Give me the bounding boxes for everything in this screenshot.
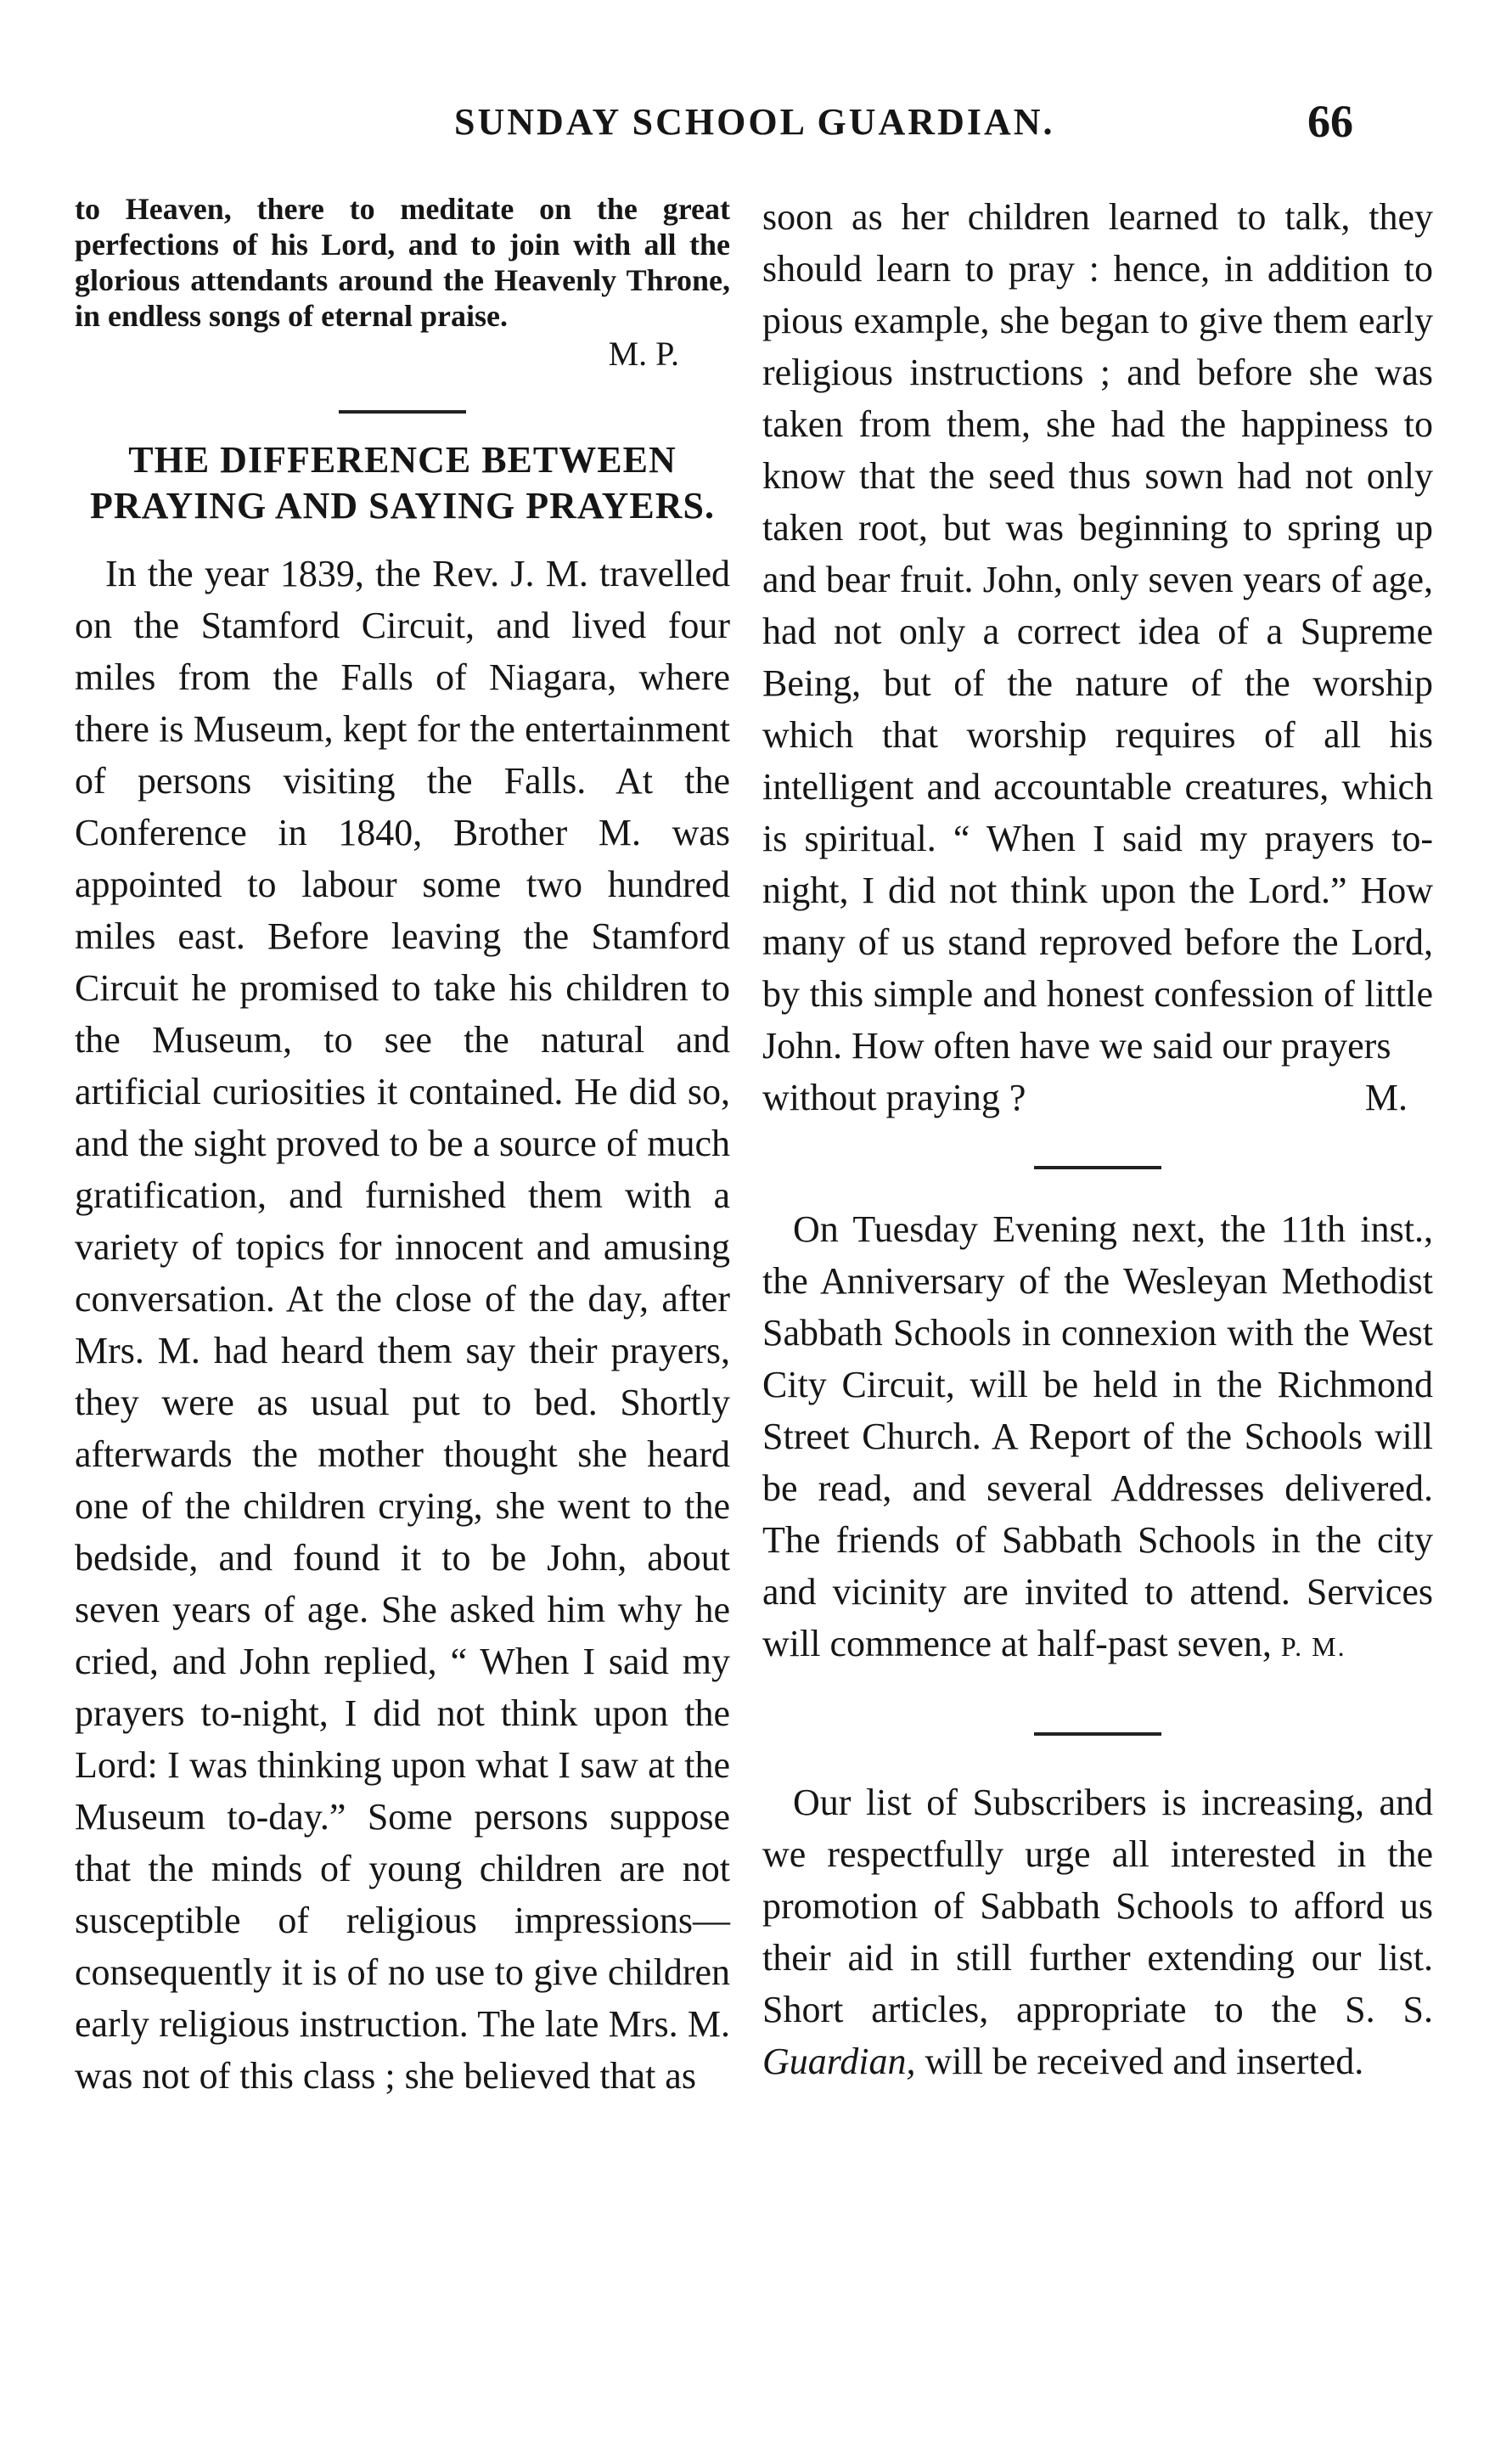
notice-time-suffix: P. M. — [1280, 1631, 1346, 1662]
left-column — [75, 191, 730, 2102]
article-last-line: without praying ? — [762, 1077, 1026, 1118]
article-title-line2: PRAYING AND SAYING PRAYERS. — [89, 485, 716, 526]
right-column — [762, 191, 1433, 2087]
notice-text: On Tuesday Evening next, the 11th inst., the Anniversary of the Wesleyan Methodist Sabbath Schools in connexion with the West City Circuit, will be held in the Richmond Street Church. A Report of the Schools will be read, and several Addresses delivered. The friends of Sabbath Schools in the city and vicinity are invited to attend. Services will commence at half-past seven, — [762, 1208, 1433, 1664]
page-number: 66 — [1307, 96, 1353, 147]
section-divider — [1034, 1166, 1161, 1169]
article-continuation: soon as her children learned to talk, they should learn to pray : hence, in addition to pious example, she began to give them early religious instructions ; and before she was taken from them, she had the happiness to know that the seed thus sown had not only taken root, but was beginning to spring up and bear fruit. John, only seven years of age, had not only a correct idea of a Supreme Being, but of the nature of the worship which that worship requires of all his intelligent and accountable creatures, which is spiritual. “ When I said my prayers to-night, I did not think upon the Lord.” How many of us stand reproved before the Lord, by this simple and honest confession of little John. How often have we said our prayers — [762, 196, 1433, 1067]
article-signature: M. — [1364, 1077, 1408, 1118]
guardian-title: Guardian, — [762, 2041, 916, 2082]
article-body: In the year 1839, the Rev. J. M. travelled on the Stamford Circuit, and lived four miles from the Falls of Niagara, where there is Museum, kept for the entertainment of persons visiting the Falls. At the Conference in 1840, Brother M. was appointed to labour some two hundred miles east. Before leaving the Stamford Circuit he promised to take his children to the Museum, to see the natural and artificial curiosities it contained. He did so, and the sight proved to be a source of much gratification, and furnished them with a variety of topics for innocent and amusing conversation. At the close of the day, after Mrs. M. had heard them say their prayers, they were as usual put to bed. Shortly afterwards the mother thought she heard one of the children crying, she went to the bedside, and found it to be John, about seven years of age. She asked him why he cried, and John replied, “ When I said my prayers to-night, I did not think upon the Lord: I was thinking upon what I saw at the Museum to-day.” Some persons suppose that the minds of young children are not susceptible of religious impressions—consequently it is of no use to give children early religious instruction. The late Mrs. M. was not of this class ; she believed that as — [75, 553, 730, 2097]
intro-paragraph: to Heaven, there to meditate on the great perfections of his Lord, and to join with all the glorious attendants around the Heavenly Throne, in endless songs of eternal praise. — [75, 192, 730, 333]
article-title-line1: THE DIFFERENCE BETWEEN — [128, 439, 677, 481]
section-divider — [1034, 1732, 1161, 1736]
article-closing-line — [762, 1072, 1433, 1123]
subscribers-notice — [762, 1776, 1433, 2087]
running-header — [0, 96, 1512, 151]
intro-signature: M. P. — [608, 335, 679, 373]
anniversary-notice — [762, 1203, 1433, 1673]
subscribers-text-part2: will be received and inserted. — [925, 2041, 1364, 2082]
running-title: SUNDAY SCHOOL GUARDIAN. — [454, 101, 1055, 143]
section-divider — [339, 410, 466, 414]
subscribers-text-part1: Our list of Subscribers is increasing, and we respectfully urge all interested in the promotion of Sabbath Schools to afford us their aid in still further extending our list. Short articles, appropriate to the S. S. — [762, 1782, 1433, 2030]
